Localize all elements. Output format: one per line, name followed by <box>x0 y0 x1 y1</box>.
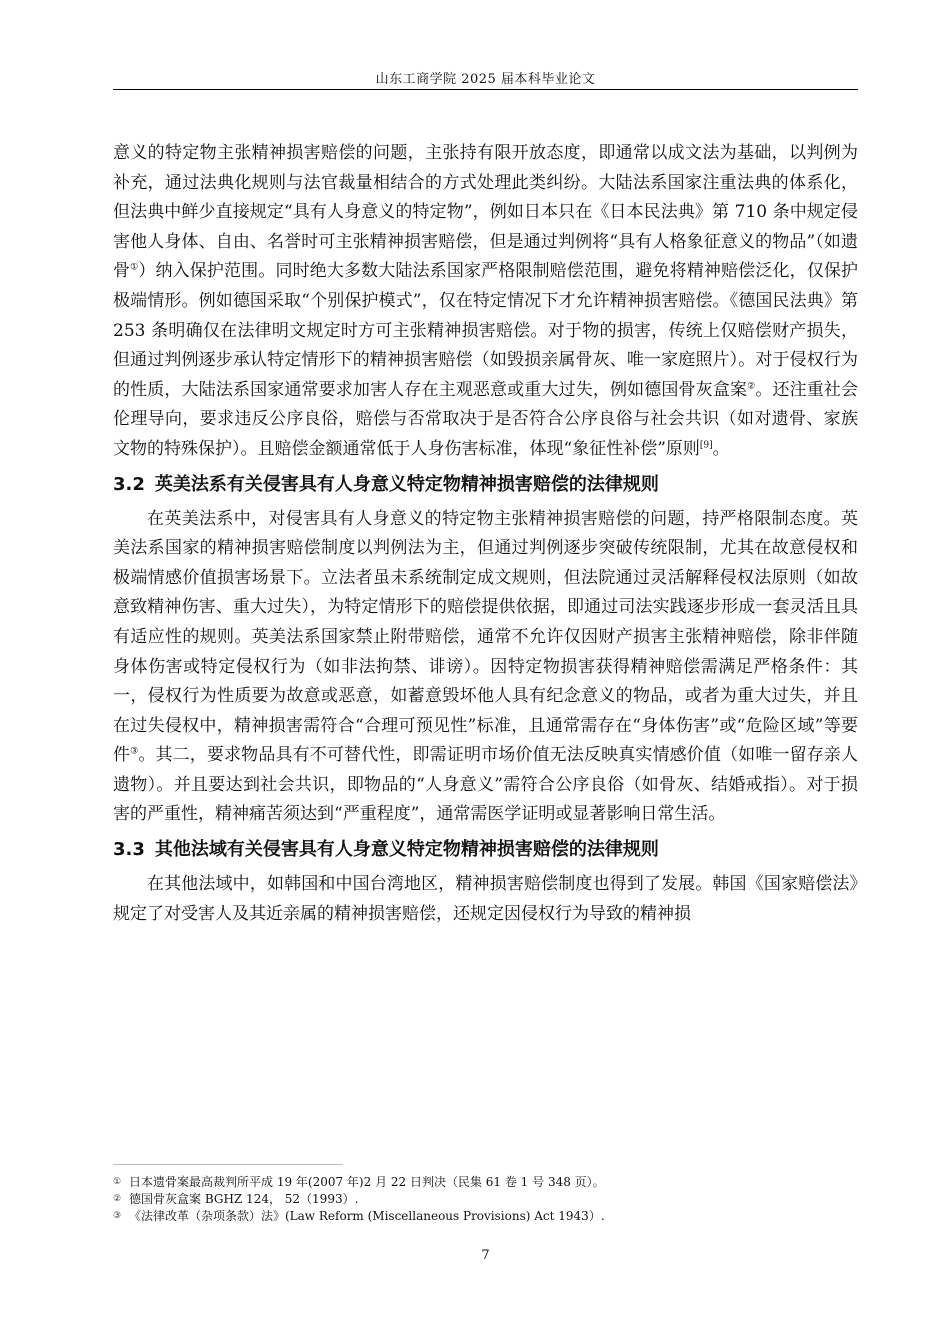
footnote-text: 日本遗骨案最高裁判所平成 19 年(2007 年)2 月 22 日判决（民集 61 卷 1 号 348 页）。 <box>129 1175 605 1189</box>
footnote-marker[interactable]: ③ <box>130 746 139 757</box>
paragraph: 意义的特定物主张精神损害赔偿的问题，主张持有限开放态度，即通常以成文法为基础，以判例为补充，通过法典化规则与法官裁量相结合的方式处理此类纠纷。大陆法系国家注重法典的体系化，但法典中鲜少直接规定“具有人身意义的特定物”，例如日本只在《日本民法典》第 710 条中规定侵害他人身体、自由、名誉时可主张精神损害赔偿，但是通过判例将“具有人格象征意义的物品”（如遗骨①）纳入保护范围。同时绝大多数大陆法系国家严格限制赔偿范围，避免将精神赔偿泛化，仅保护极端情形。例如德国采取“个别保护模式”，仅在特定情况下才允许精神损害赔偿。《德国民法典》第 253 条明确仅在法律明文规定时方可主张精神损害赔偿。对于物的损害，传统上仅赔偿财产损失，但通过判例逐步承认特定情形下的精神损害赔偿（如毁损亲属骨灰、唯一家庭照片）。对于侵权行为的性质，大陆法系国家通常要求加害人存在主观恶意或重大过失，例如德国骨灰盒案②。还注重社会伦理导向，要求违反公序良俗，赔偿与否常取决于是否符合公序良俗与社会共识（如对遗骨、家族文物的特殊保护）。且赔偿金额通常低于人身伤害标准，体现“象征性补偿”原则[9]。 <box>113 143 859 459</box>
footnote-mark: ② <box>113 1194 122 1204</box>
footnote-text: 德国骨灰盒案 BGHZ 124， 52（1993）. <box>129 1192 359 1206</box>
header-rule <box>113 89 858 90</box>
footnote <box>113 1174 858 1191</box>
running-header: 山东工商学院 2025 届本科毕业论文 <box>375 72 596 87</box>
footnote <box>113 1191 858 1208</box>
body-text <box>113 139 858 929</box>
page-number: 7 <box>481 1248 490 1263</box>
footnote-text: 《法律改革（杂项条款）法》(Law Reform (Miscellaneous Provisions) Act 1943）. <box>129 1209 605 1223</box>
section-heading <box>113 838 858 862</box>
citation-ref[interactable]: [9] <box>699 440 713 451</box>
footnotes <box>113 1174 858 1225</box>
footnote-marker[interactable]: ② <box>747 381 756 392</box>
footnote-mark: ① <box>113 1177 122 1187</box>
footnote-rule <box>113 1164 343 1165</box>
footnote-marker[interactable]: ① <box>130 262 139 273</box>
section-number: 3.3 <box>113 839 145 861</box>
section-heading <box>113 473 858 497</box>
footnote <box>113 1208 858 1225</box>
footnote-mark: ③ <box>113 1211 122 1221</box>
section-title: 其他法域有关侵害具有人身意义特定物精神损害赔偿的法律规则 <box>154 839 659 861</box>
section-number: 3.2 <box>113 473 145 495</box>
paragraph: 在其他法域中，如韩国和中国台湾地区，精神损害赔偿制度也得到了发展。韩国《国家赔偿法》规定了对受害人及其近亲属的精神损害赔偿，还规定因侵权行为导致的精神损 <box>113 874 858 924</box>
section-title: 英美法系有关侵害具有人身意义特定物精神损害赔偿的法律规则 <box>154 473 659 495</box>
paragraph: 在英美法系中，对侵害具有人身意义的特定物主张精神损害赔偿的问题，持严格限制态度。英美法系国家的精神损害赔偿制度以判例法为主，但通过判例逐步突破传统限制，尤其在故意侵权和极端情感价值损害场景下。立法者虽未系统制定成文规则，但法院通过灵活解释侵权法原则（如故意致精神伤害、重大过失），为特定情形下的赔偿提供依据，即通过司法实践逐步形成一套灵活且具有适应性的规则。英美法系国家禁止附带赔偿，通常不允许仅因财产损害主张精神赔偿，除非伴随身体伤害或特定侵权行为（如非法拘禁、诽谤）。因特定物损害获得精神赔偿需满足严格条件：其一，侵权行为性质要为故意或恶意，如蓄意毁坏他人具有纪念意义的物品，或者为重大过失，并且在过失侵权中，精神损害需符合“合理可预见性”标准，且通常需存在“身体伤害”或“危险区域”等要件③。其二，要求物品具有不可替代性，即需证明市场价值无法反映真实情感价值（如唯一留存亲人遗物）。并且要达到社会共识，即物品的“人身意义”需符合公序良俗（如骨灰、结婚戒指）。对于损害的严重性，精神痛苦须达到“严重程度”，通常需医学证明或显著影响日常生活。 <box>113 508 859 825</box>
